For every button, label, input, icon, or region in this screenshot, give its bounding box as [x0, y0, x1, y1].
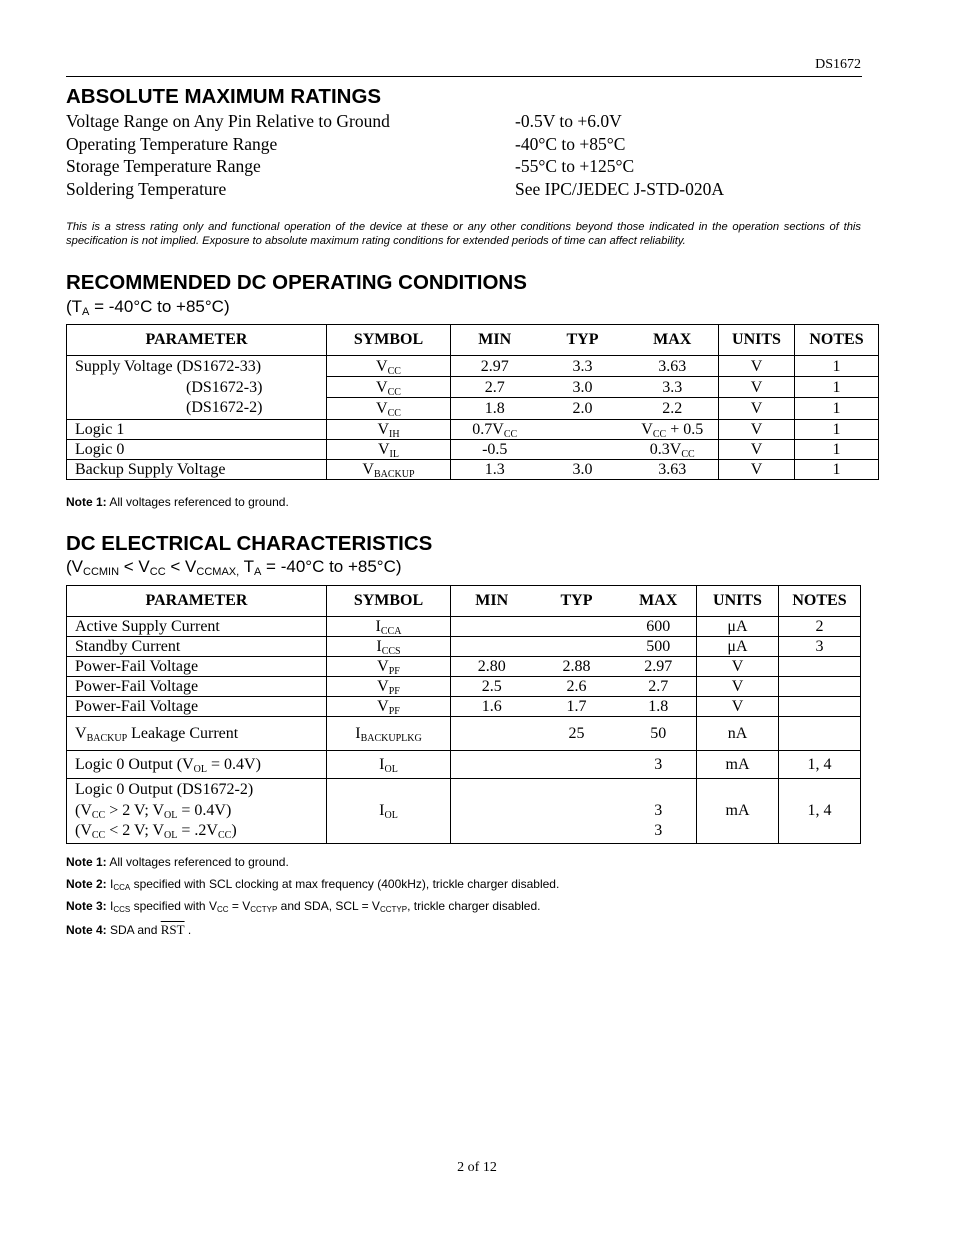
max-cell: 3.63: [627, 356, 719, 377]
param-label: Logic 0: [67, 439, 327, 459]
symbol-cell: $V_{CC}$: [327, 398, 451, 419]
symbol-cell: $I_{BACKUPLKG}$: [327, 717, 451, 751]
rec-dc-note-1: Note 1: All voltages referenced to ground.: [66, 495, 289, 509]
col-header: TYP: [533, 586, 621, 617]
col-header: MIN: [451, 325, 539, 356]
rec-dc-conditions: [66, 297, 230, 317]
typ-cell: 1.7: [533, 697, 621, 717]
symbol-cell: $V_{BACKUP}$: [327, 459, 451, 479]
typ-cell: 3.3: [539, 356, 627, 377]
max-cell: 2.7: [621, 677, 697, 697]
units-cell: V: [719, 377, 795, 398]
notes-cell: [779, 677, 861, 697]
abs-max-label: Soldering Temperature: [66, 178, 227, 199]
max-cell: 3.63: [627, 459, 719, 479]
max-cell: 1.8: [621, 697, 697, 717]
notes-cell: 3: [779, 637, 861, 657]
abs-max-value: -0.5V to +6.0V: [515, 111, 622, 131]
symbol-cell: $V_{PF}$: [327, 677, 451, 697]
typ-cell: [533, 779, 621, 844]
max-cell: 2.2: [627, 398, 719, 419]
min-cell: [451, 751, 533, 779]
symbol-cell: $V_{PF}$: [327, 657, 451, 677]
min-cell: 1.6: [451, 697, 533, 717]
symbol-cell: $V_{PF}$: [327, 697, 451, 717]
param-label: Standby Current: [67, 637, 327, 657]
col-header: MAX: [627, 325, 719, 356]
table-header-row: [67, 586, 861, 617]
abs-max-row: [66, 155, 862, 178]
table-row: [67, 717, 861, 751]
units-cell: V: [697, 697, 779, 717]
symbol-cell: $V_{IH}$: [327, 419, 451, 439]
symbol-cell: $V_{CC}$: [327, 356, 451, 377]
abs-max-label: Operating Temperature Range: [66, 133, 278, 154]
dc-elec-note-1: Note 1: All voltages referenced to ground.: [66, 855, 289, 869]
max-cell: 50: [621, 717, 697, 751]
typ-cell: 2.6: [533, 677, 621, 697]
symbol-cell: $V_{IL}$: [327, 439, 451, 459]
min-cell: [451, 637, 533, 657]
min-cell: 2.80: [451, 657, 533, 677]
units-cell: μA: [697, 637, 779, 657]
col-header: MIN: [451, 586, 533, 617]
max-cell: 600: [621, 617, 697, 637]
typ-cell: [539, 419, 627, 439]
table-row: [67, 677, 861, 697]
abs-max-value: -55°C to +125°C: [515, 156, 635, 176]
supply-voltage-param: [67, 356, 327, 420]
min-cell: -0.5: [451, 439, 539, 459]
table-row: [67, 697, 861, 717]
dc-elec-note-2: Note 2: $I_{CCA}$ specified with SCL clocking at max frequency (400kHz), trickle charger disabled.: [66, 877, 560, 892]
symbol-cell: $I_{CCA}$: [327, 617, 451, 637]
notes-cell: 1, 4: [779, 751, 861, 779]
abs-max-row: [66, 110, 862, 133]
typ-cell: 2.0: [539, 398, 627, 419]
param-label: Backup Supply Voltage: [67, 459, 327, 479]
typ-cell: [533, 751, 621, 779]
dc-elec-title: DC ELECTRICAL CHARACTERISTICS: [66, 532, 433, 555]
table-row: [67, 439, 879, 459]
units-cell: V: [697, 657, 779, 677]
col-header: SYMBOL: [327, 325, 451, 356]
abs-max-label: Voltage Range on Any Pin Relative to Ground: [66, 111, 390, 131]
param-label: Logic 0 Output (DS1672-2) ($V_{CC} > 2$ V; $V_{OL} = 0.4V$) ($V_{CC} < 2$ V; $V_{OL} = .2V_{CC}$): [67, 779, 327, 844]
notes-cell: [779, 657, 861, 677]
units-cell: mA: [697, 751, 779, 779]
stress-rating-note: This is a stress rating only and functional operation of the device at these or any other conditions beyond those indicated in the operation sections of this specification is not implied. Exposure to absolute maximum rating conditions for extended periods of time can affect reliability.: [66, 221, 861, 247]
max-cell: $V_{CC} + 0.5$: [627, 419, 719, 439]
min-cell: 2.7: [451, 377, 539, 398]
param-label: Power-Fail Voltage: [67, 657, 327, 677]
dc-elec-conditions: ($V_{CCMIN} < V_{CC} < V_{CCMAX,}$ $T_A = -40^\circ C$ to +85°C): [66, 557, 402, 578]
table-row: [67, 779, 861, 844]
units-cell: V: [719, 356, 795, 377]
col-header: SYMBOL: [327, 586, 451, 617]
max-cell: 3.3: [627, 377, 719, 398]
param-label: (DS1672-2): [186, 399, 263, 416]
page-number: 2 of 12: [457, 1160, 497, 1175]
units-cell: V: [719, 459, 795, 479]
typ-cell: 3.0: [539, 377, 627, 398]
typ-cell: [533, 617, 621, 637]
notes-cell: 1: [795, 419, 879, 439]
max-cell: 3 3: [621, 779, 697, 844]
units-cell: V: [719, 439, 795, 459]
param-label: Logic 0 Output $(V_{OL} = 0.4V)$: [67, 751, 327, 779]
table-row: [67, 617, 861, 637]
cond-text: = -40°C to +85°C): [89, 297, 230, 316]
table-row: [67, 751, 861, 779]
abs-max-title: ABSOLUTE MAXIMUM RATINGS: [66, 85, 382, 108]
notes-cell: 1: [795, 356, 879, 377]
max-cell: 3: [621, 751, 697, 779]
min-cell: $0.7V_{CC}$: [451, 419, 539, 439]
abs-max-list: [66, 110, 862, 200]
dc-elec-table: [66, 585, 861, 844]
units-cell: V: [719, 398, 795, 419]
notes-cell: 1: [795, 398, 879, 419]
table-row: [67, 459, 879, 479]
notes-cell: [779, 717, 861, 751]
max-cell: $0.3V_{CC}$: [627, 439, 719, 459]
typ-cell: [539, 439, 627, 459]
notes-cell: [779, 697, 861, 717]
param-label: (DS1672-3): [186, 378, 263, 396]
rst-signal: $\overline{RST}$: [160, 922, 185, 937]
min-cell: 1.3: [451, 459, 539, 479]
units-cell: mA: [697, 779, 779, 844]
rec-dc-title: RECOMMENDED DC OPERATING CONDITIONS: [66, 271, 527, 294]
col-header: UNITS: [719, 325, 795, 356]
typ-cell: 25: [533, 717, 621, 751]
table-row: [67, 419, 879, 439]
min-cell: 2.5: [451, 677, 533, 697]
typ-cell: 3.0: [539, 459, 627, 479]
abs-max-row: [66, 133, 862, 156]
typ-cell: 2.88: [533, 657, 621, 677]
symbol-cell: $I_{OL}$: [327, 751, 451, 779]
table-row: [67, 657, 861, 677]
col-header: MAX: [621, 586, 697, 617]
document-part-number: DS1672: [815, 57, 861, 72]
symbol-cell: $I_{CCS}$: [327, 637, 451, 657]
units-cell: V: [697, 677, 779, 697]
notes-cell: 1: [795, 459, 879, 479]
notes-cell: 2: [779, 617, 861, 637]
header-rule: [66, 76, 862, 77]
dc-elec-note-4: Note 4: SDA and $\overline{RST}$ .: [66, 922, 192, 937]
min-cell: [451, 717, 533, 751]
col-header: NOTES: [779, 586, 861, 617]
table-header-row: [67, 325, 879, 356]
col-header: TYP: [539, 325, 627, 356]
abs-max-value: See IPC/JEDEC J-STD-020A: [515, 178, 725, 199]
param-label: Supply Voltage (DS1672-33): [75, 358, 262, 375]
notes-cell: 1: [795, 377, 879, 398]
max-cell: 500: [621, 637, 697, 657]
param-label: $V_{BACKUP}$ Leakage Current: [67, 717, 327, 751]
cond-sub: A: [82, 306, 90, 318]
units-cell: nA: [697, 717, 779, 751]
notes-cell: 1: [795, 439, 879, 459]
min-cell: [451, 779, 533, 844]
cond-text: (T: [66, 297, 83, 316]
symbol-cell: $V_{CC}$: [327, 377, 451, 398]
typ-cell: [533, 637, 621, 657]
max-cell: 2.97: [621, 657, 697, 677]
col-header: NOTES: [795, 325, 879, 356]
abs-max-row: [66, 178, 862, 201]
dc-elec-note-3: Note 3: $I_{CCS}$ specified with $V_{CC} = V_{CCTYP}$ and SDA, SCL = $V_{CCTYP}$, trickle charger disabled.: [66, 899, 541, 914]
notes-cell: 1, 4: [779, 779, 861, 844]
col-header: PARAMETER: [67, 325, 327, 356]
abs-max-value: -40°C to +85°C: [515, 133, 626, 154]
min-cell: 1.8: [451, 398, 539, 419]
units-cell: μA: [697, 617, 779, 637]
col-header: UNITS: [697, 586, 779, 617]
table-row: [67, 356, 879, 377]
min-cell: 2.97: [451, 356, 539, 377]
units-cell: V: [719, 419, 795, 439]
rec-dc-table: [66, 324, 879, 480]
abs-max-label: Storage Temperature Range: [66, 156, 261, 176]
param-label: Active Supply Current: [67, 617, 327, 637]
table-row: [67, 637, 861, 657]
min-cell: [451, 617, 533, 637]
param-label: Power-Fail Voltage: [67, 697, 327, 717]
symbol-cell: $I_{OL}$: [327, 779, 451, 844]
param-label: Power-Fail Voltage: [67, 677, 327, 697]
param-label: Logic 1: [67, 419, 327, 439]
col-header: PARAMETER: [67, 586, 327, 617]
